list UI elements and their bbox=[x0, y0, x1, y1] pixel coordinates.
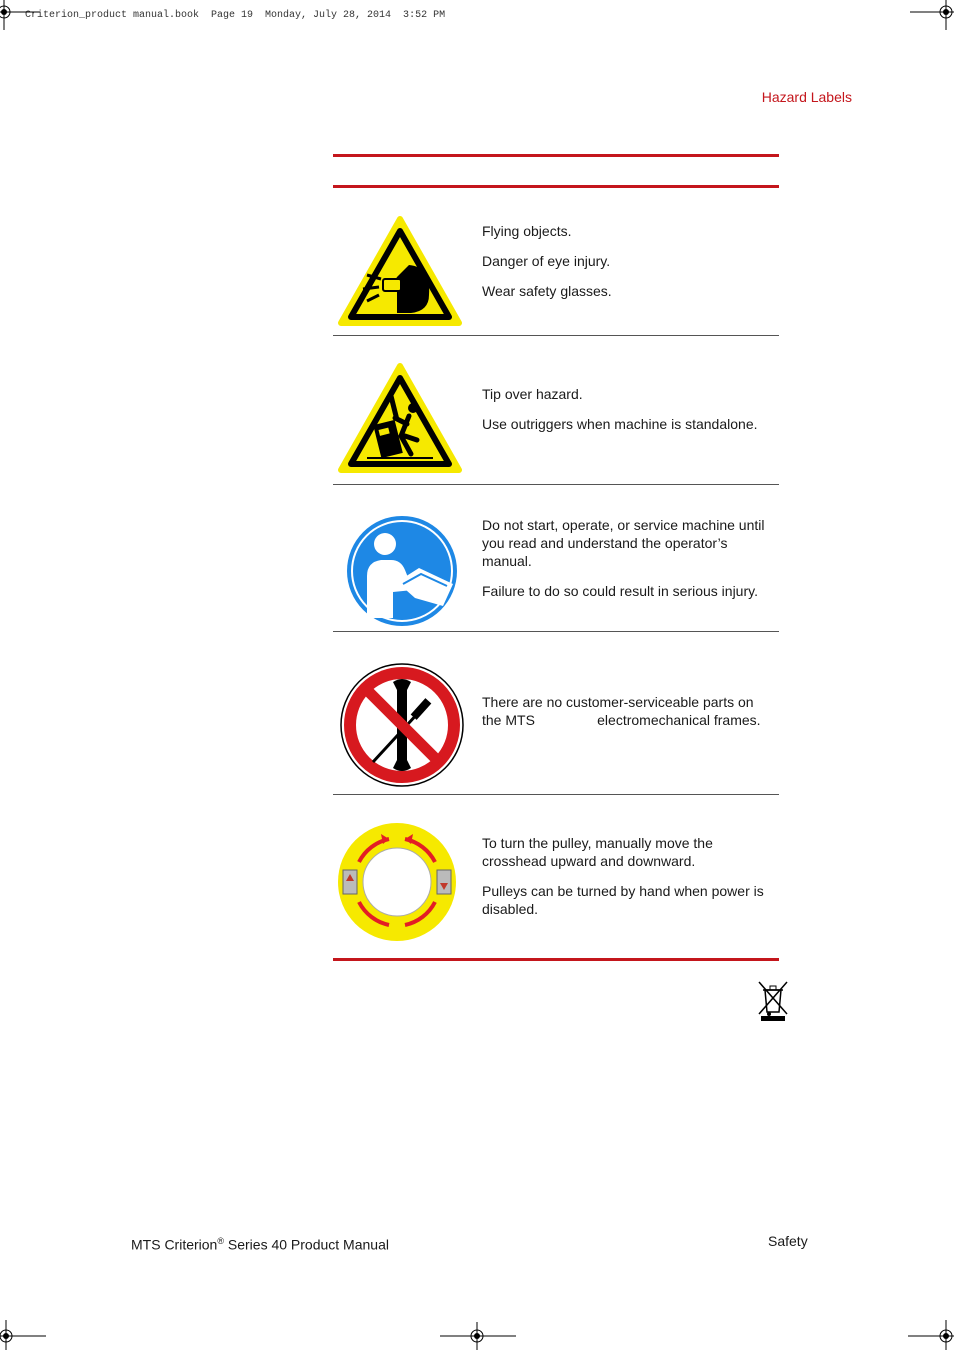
read-manual-icon bbox=[345, 514, 459, 628]
hazard-text: Failure to do so could result in serious injury. bbox=[482, 583, 758, 599]
hazard-text: Do not start, operate, or service machine until you read and understand the operator’s manual. bbox=[482, 517, 765, 569]
tip-over-warning-icon bbox=[337, 362, 463, 474]
hazard-row-read-manual bbox=[333, 485, 779, 631]
hazard-text: To turn the pulley, manually move the crosshead upward and downward. bbox=[482, 835, 713, 869]
hazard-row-pulley bbox=[333, 795, 779, 959]
hazard-text: Flying objects. bbox=[482, 223, 572, 239]
table-bottom-rule bbox=[333, 958, 779, 961]
hazard-row-tip-over bbox=[333, 336, 779, 484]
hazard-row-no-service bbox=[333, 632, 779, 794]
table-header-rule bbox=[333, 185, 779, 188]
hazard-text: Tip over hazard. bbox=[482, 386, 583, 402]
hazard-text: Wear safety glasses. bbox=[482, 283, 612, 299]
hazard-text: Use outriggers when machine is standalone. bbox=[482, 416, 758, 432]
registration-mark-top-right bbox=[910, 0, 954, 30]
pulley-rotation-icon bbox=[337, 822, 457, 942]
no-service-parts-icon bbox=[339, 662, 465, 788]
flying-objects-warning-icon bbox=[337, 215, 463, 327]
table-top-rule bbox=[333, 154, 779, 157]
registration-mark-bottom-right bbox=[908, 1320, 954, 1350]
footer-section: Safety bbox=[768, 1233, 808, 1249]
hazard-text: Pulleys can be turned by hand when power is disabled. bbox=[482, 883, 764, 917]
footer-manual-title: MTS Criterion® Series 40 Product Manual bbox=[131, 1236, 389, 1253]
hazard-row-flying-objects bbox=[333, 189, 779, 335]
registration-mark-top-left bbox=[0, 0, 40, 30]
registration-mark-bottom-left bbox=[0, 1320, 46, 1350]
section-title: Hazard Labels bbox=[761, 89, 852, 105]
weee-crossed-bin-icon bbox=[757, 980, 789, 1022]
print-slug: Criterion_product manual.book Page 19 Monday, July 28, 2014 3:52 PM bbox=[25, 10, 446, 21]
hazard-text: There are no customer-serviceable parts on the MTS electromechanical frames. bbox=[482, 694, 761, 728]
hazard-text: Danger of eye injury. bbox=[482, 253, 611, 269]
registration-mark-bottom-center bbox=[440, 1320, 516, 1350]
